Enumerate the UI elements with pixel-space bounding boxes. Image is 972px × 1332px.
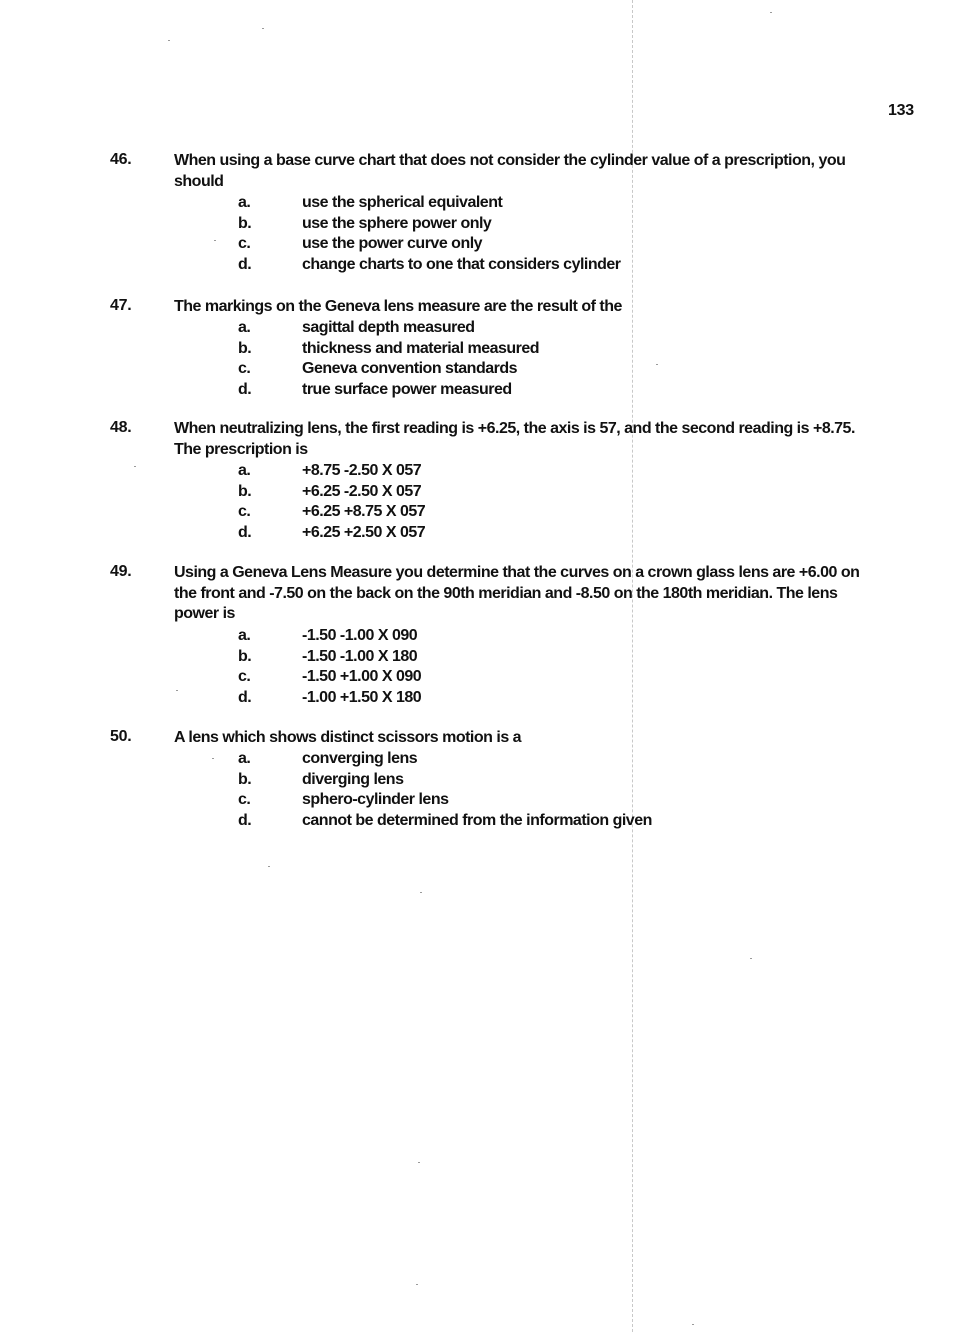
option-text: cannot be determined from the information given (302, 811, 652, 829)
option-text: +6.25 +2.50 X 057 (302, 523, 426, 541)
option-text: -1.00 +1.50 X 180 (302, 688, 422, 706)
option-letter: b. (238, 482, 252, 500)
page-number: 133 (888, 102, 914, 119)
answer-option (0, 688, 972, 709)
option-letter: c. (238, 791, 251, 808)
option-letter: d. (238, 523, 252, 541)
option-text: use the spherical equivalent (302, 194, 503, 211)
question-number: 50. (110, 728, 132, 745)
answer-option (0, 482, 972, 503)
question-number: 49. (110, 563, 132, 580)
option-text: -1.50 +1.00 X 090 (302, 668, 422, 685)
option-letter: c. (238, 503, 251, 520)
question-text: Using a Geneva Lens Measure you determine that the curves on a crown glass lens are +6.00 on the front and -7.50 on the back on the 90th meridian and -8.50 on the 180th meridian. The lens power is (174, 564, 860, 622)
answer-option (0, 626, 972, 647)
scan-speck (416, 1284, 418, 1285)
scan-speck (750, 958, 752, 959)
scan-speck (770, 12, 772, 13)
option-text: -1.50 -1.00 X 090 (302, 627, 418, 644)
question-text: A lens which shows distinct scissors motion is a (174, 729, 522, 746)
option-text: sphero-cylinder lens (302, 791, 449, 808)
option-letter: b. (238, 214, 252, 232)
scan-speck (134, 466, 136, 467)
answer-option (0, 749, 972, 770)
question-text: When neutralizing lens, the first reading is +6.25, the axis is 57, and the second reading is +8.75. The prescription is (174, 420, 855, 458)
answer-option (0, 667, 972, 688)
option-text: sagittal depth measured (302, 319, 475, 336)
option-letter: a. (238, 750, 251, 767)
answer-option (0, 214, 972, 235)
answer-option (0, 318, 972, 339)
answer-option (0, 647, 972, 668)
question-number: 46. (110, 151, 132, 168)
option-text: use the sphere power only (302, 214, 492, 232)
answer-options (0, 749, 972, 831)
answer-option (0, 811, 972, 832)
option-letter: d. (238, 688, 252, 706)
scan-speck (692, 1324, 694, 1325)
answer-option (0, 770, 972, 791)
option-text: +6.25 -2.50 X 057 (302, 482, 422, 500)
option-letter: c. (238, 360, 251, 377)
answer-option (0, 339, 972, 360)
option-text: Geneva convention standards (302, 360, 518, 377)
answer-option (0, 523, 972, 544)
option-text: diverging lens (302, 770, 404, 788)
option-letter: a. (238, 319, 251, 336)
option-text: true surface power measured (302, 380, 512, 398)
option-letter: a. (238, 627, 251, 644)
option-text: +6.25 +8.75 X 057 (302, 503, 426, 520)
answer-options (0, 318, 972, 400)
answer-option (0, 461, 972, 482)
option-letter: c. (238, 668, 251, 685)
question-number: 47. (110, 297, 132, 314)
scan-speck (656, 364, 658, 365)
question-text: When using a base curve chart that does not consider the cylinder value of a prescription, you should (174, 152, 846, 190)
question-text: The markings on the Geneva lens measure are the result of the (174, 298, 622, 315)
option-letter: b. (238, 647, 252, 665)
option-letter: c. (238, 235, 251, 252)
scan-speck (212, 758, 214, 759)
option-text: thickness and material measured (302, 339, 540, 357)
option-text: converging lens (302, 750, 418, 767)
option-text: change charts to one that considers cylinder (302, 255, 621, 273)
scan-speck (418, 1162, 420, 1163)
option-letter: a. (238, 462, 251, 479)
option-letter: d. (238, 811, 252, 829)
answer-options (0, 461, 972, 543)
scan-speck (262, 28, 264, 29)
option-text: +8.75 -2.50 X 057 (302, 462, 422, 479)
scan-speck (420, 892, 422, 893)
scan-speck (268, 866, 270, 867)
scan-speck (214, 240, 216, 241)
option-text: use the power curve only (302, 235, 483, 252)
answer-option (0, 234, 972, 255)
option-letter: a. (238, 194, 251, 211)
scan-speck (168, 40, 170, 41)
scan-speck (176, 690, 178, 691)
answer-options (0, 193, 972, 275)
option-letter: d. (238, 255, 252, 273)
question-number: 48. (110, 419, 132, 436)
answer-option (0, 502, 972, 523)
answer-option (0, 380, 972, 401)
answer-option (0, 359, 972, 380)
option-letter: b. (238, 770, 252, 788)
option-letter: d. (238, 380, 252, 398)
answer-option (0, 193, 972, 214)
option-text: -1.50 -1.00 X 180 (302, 647, 418, 665)
answer-option (0, 255, 972, 276)
answer-options (0, 626, 972, 708)
option-letter: b. (238, 339, 252, 357)
answer-option (0, 790, 972, 811)
